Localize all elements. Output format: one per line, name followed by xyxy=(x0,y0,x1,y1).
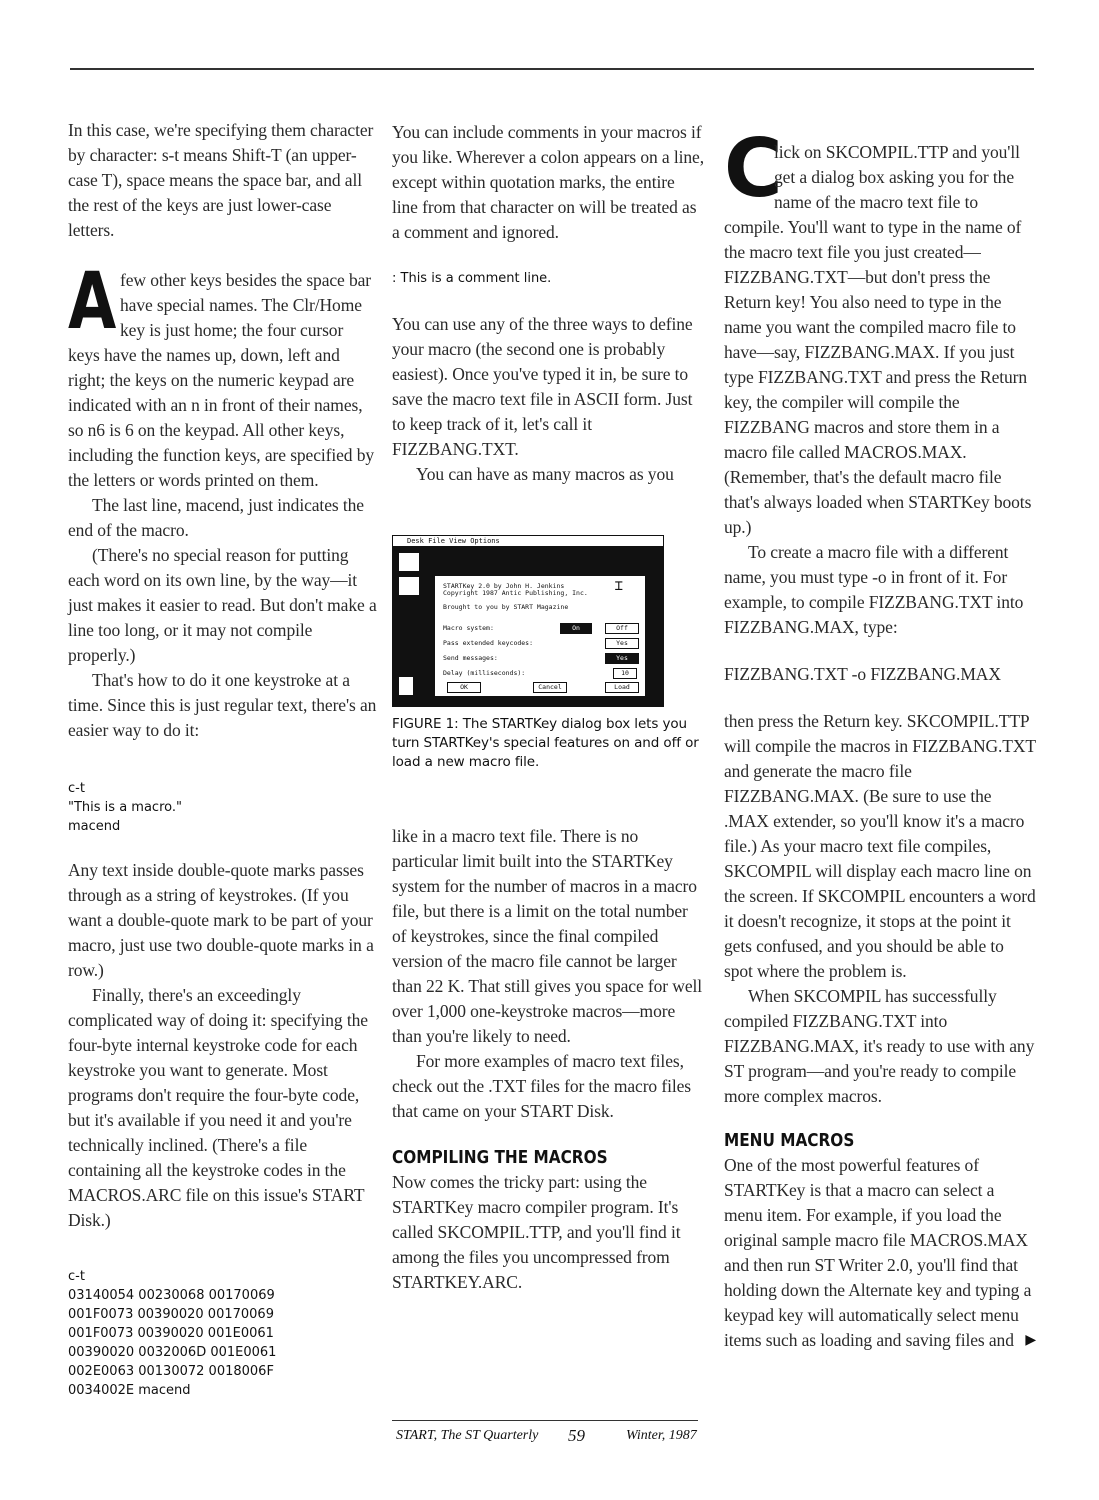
paragraph: Any text inside double-quote marks passes through as a string of keystrokes. (If you want a double-quote mark to be part of your macro, just use two double-quote marks in a row.) xyxy=(68,860,374,980)
yes-button[interactable]: Yes xyxy=(605,638,639,649)
section-heading: MENU MACROS xyxy=(724,1130,855,1151)
code-line: FIZZBANG.TXT -o FIZZBANG.MAX xyxy=(724,664,1001,684)
delay-field[interactable]: 10 xyxy=(613,668,637,679)
floppy-icon xyxy=(398,576,420,596)
cancel-button[interactable]: Cancel xyxy=(533,682,567,693)
footer-page-number: 59 xyxy=(568,1426,585,1445)
figure-caption: FIGURE 1: The STARTKey dialog box lets you turn STARTKey's special features on and off or load a new macro file. xyxy=(392,716,699,770)
paragraph: You can include comments in your macros if you like. Wherever a colon appears on a line, except within quotation marks, the entire line from that character on will be treated as a comment and ignored. xyxy=(392,122,704,242)
paragraph: To create a macro file with a different name, you must type -o in front of it. For example, to compile FIZZBANG.TXT into FIZZBANG.MAX, type: xyxy=(724,542,1024,637)
paragraph: In this case, we're specifying them character by character: s-t means Shift-T (an upper-case T), space means the space bar, and all the rest of the keys are just lower-case letters. xyxy=(68,120,374,240)
paragraph: Now comes the tricky part: using the STARTKey macro compiler program. It's called SKCOMPIL.TTP, and you'll find it among the files you uncompressed from STARTKEY.ARC. xyxy=(392,1172,681,1292)
trash-icon xyxy=(398,676,414,696)
continue-arrow-icon: ▶ xyxy=(1025,1333,1036,1348)
label-delay: Delay (milliseconds): xyxy=(443,669,526,677)
section-heading: COMPILING THE MACROS xyxy=(392,1147,608,1168)
top-rule xyxy=(70,68,1034,70)
footer-rule xyxy=(392,1420,698,1421)
label-macro-system: Macro system: xyxy=(443,624,494,632)
drop-cap-letter: A xyxy=(68,257,117,347)
label-send-messages: Send messages: xyxy=(443,654,498,662)
off-button[interactable]: Off xyxy=(605,623,639,634)
code-block: c-t 03140054 00230068 00170069 001F0073 00390020 00170069 001F0073 00390020 001E0061 00390020 0032006D 001E0061 002E0063 00130072 0018006F 0034002E macend xyxy=(68,1269,277,1398)
paragraph: You can have as many macros as you xyxy=(416,464,674,484)
desktop xyxy=(393,546,663,706)
on-button[interactable]: On xyxy=(560,623,592,634)
footer-magazine: START, The ST Quarterly xyxy=(396,1428,539,1443)
column-1 xyxy=(68,118,378,1400)
dialog-title: STARTKey 2.0 by John H. Jenkins xyxy=(443,582,565,590)
gem-menu-bar: Desk File View Options xyxy=(407,537,500,545)
footer-issue: Winter, 1987 xyxy=(626,1428,697,1443)
column-2 xyxy=(392,120,704,1295)
paragraph: For more examples of macro text files, check out the .TXT files for the macro files that came on your START Disk. xyxy=(392,1051,691,1121)
paragraph-dropcap: Afew other keys besides the space bar have special names. The Clr/Home key is just home; the four cursor keys have the names up, down, left and right; the keys on the numeric keypad are indicated with an n in front of their names, so n6 is 6 on the keypad. All other keys, including the function keys, are specified by the letters or words printed on them. xyxy=(68,257,375,490)
code-block: c-t "This is a macro." macend xyxy=(68,781,182,834)
yes-button[interactable]: Yes xyxy=(605,653,639,664)
paragraph: like in a macro text file. There is no particular limit built into the STARTKey system for the number of macros in a macro file, but there is a limit on the total number of keystrokes, since the final compiled version of the macro file cannot be larger than 22 K. That still gives you space for well over 1,000 one-keystroke macros—more than you're likely to need. xyxy=(392,826,703,1046)
paragraph: (There's no special reason for putting each word on its own line, by the way—it just makes it easier to read. But don't make a line too long, or it may not compile properly.) xyxy=(68,545,377,665)
dialog-logo-icon: ⌶ xyxy=(614,578,623,594)
load-button[interactable]: Load xyxy=(605,682,639,693)
drop-cap-letter: C xyxy=(724,122,783,215)
dialog-copyright: Copyright 1987 Antic Publishing, Inc. xyxy=(443,589,588,597)
paragraph: then press the Return key. SKCOMPIL.TTP will compile the macros in FIZZBANG.TXT and generate the macro file FIZZBANG.MAX. (Be sure to use the .MAX extender, so you'll know it's a macro file.) As your macro text file compiles, SKCOMPIL will display each macro line on the screen. If SKCOMPIL encounters a word it doesn't recognize, it stops at the point it gets confused, and you should be able to spot where the problem is. xyxy=(724,711,1036,981)
code-line: : This is a comment line. xyxy=(392,271,552,286)
paragraph: You can use any of the three ways to define your macro (the second one is probably easiest). Once you've typed it in, be sure to save the macro text file in ASCII form. Just to keep track of it, let's call it FIZZBANG.TXT. xyxy=(392,314,693,459)
ok-button[interactable]: OK xyxy=(447,682,481,693)
paragraph: Finally, there's an exceedingly complicated way of doing it: specifying the four-byte internal keystroke code for each keystroke you want to generate. Most programs don't require the four-byte code, but it's available if you need it and you're technically inclined. (There's a file containing all the keystroke codes in the MACROS.ARC file on this issue's START Disk.) xyxy=(68,985,368,1230)
dialog-credit: Brought to you by START Magazine xyxy=(443,603,569,611)
column-3 xyxy=(724,122,1036,1353)
paragraph: One of the most powerful features of STARTKey is that a macro can select a menu item. For example, if you load the original sample macro file MACROS.MAX and then run ST Writer 2.0, you'll find that holding down the Alternate key and typing a keypad key will automatically select menu items such as loading and saving files and ▶ xyxy=(724,1153,1036,1353)
figure-dialog-screenshot xyxy=(392,535,664,707)
paragraph-dropcap: C lick on SKCOMPIL.TTP and you'll get a dialog box asking you for the name of the macro text file to compile. You'll want to type in the name of the macro text file you just created—FIZZBANG.TXT—but don't press the Return key! You also need to type in the name you want the compiled macro file to have—say, FIZZBANG.MAX. If you just type FIZZBANG.TXT and press the Return key, the compiler will compile the FIZZBANG macros and store them in a macro file called MACROS.MAX. (Remember, that's the default macro file that's always loaded when STARTKey boots up.) xyxy=(724,122,1032,537)
floppy-icon xyxy=(398,552,420,572)
startkey-dialog xyxy=(433,574,647,698)
paragraph: The last line, macend, just indicates the end of the macro. xyxy=(68,495,364,540)
paragraph: When SKCOMPIL has successfully compiled FIZZBANG.TXT into FIZZBANG.MAX, it's ready to use with any ST program—and you're ready to compile more complex macros. xyxy=(724,986,1035,1106)
label-pass-keycodes: Pass extended keycodes: xyxy=(443,639,534,647)
paragraph: That's how to do it one keystroke at a time. Since this is just regular text, there's an easier way to do it: xyxy=(68,670,377,740)
